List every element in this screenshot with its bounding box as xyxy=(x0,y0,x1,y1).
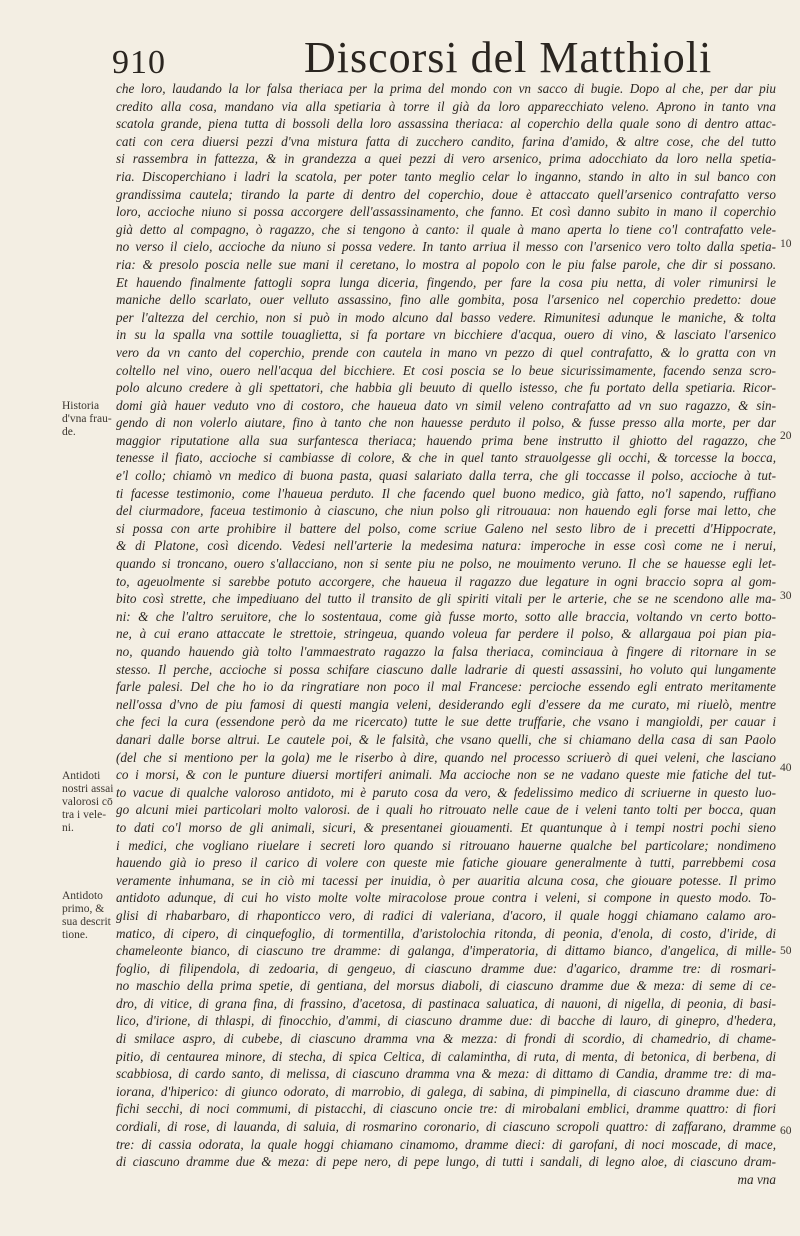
text-line: chameleonte bianco, di ciascuno tre dramme: di galanga, d'imperatoria, di dittamo bianco, d'angelica, di mille- xyxy=(116,943,776,959)
text-line: pitio, di centaurea minore, di stecha, di spica Celtica, di calamintha, di ruta, di menta, di betonica, di berbena, di xyxy=(116,1048,776,1064)
text-line: no, quando hauendo già tolto l'ammaestrato ragazzo la falsa theriaca, cominciaua à fingere di ritornare in se xyxy=(116,644,776,659)
text-line: di ciascuno dramme due & meza: di pepe nero, di pepe lungo, di tutti i sandali, di legno aloe, di ciascuno dram- xyxy=(116,1154,776,1170)
text-line: tre: di cassia odorata, la quale hoggi chiamano cinamomo, dramme dieci: di garofani, di noci moscade, di mace, xyxy=(116,1136,776,1152)
text-line: maggior riputatione alla sua surfantesca theriaca; hauendo prima bene instrutto il ghiotto del ragazzo, che xyxy=(116,432,776,448)
line-number-40: 40 xyxy=(780,762,792,774)
main-text xyxy=(116,80,776,1188)
text-line: quando si troncano, ouero s'allacciano, non si sente piu ne polso, ne mouimento veruno. Il che se hauesse egli let- xyxy=(116,556,776,572)
text-line: dro, di vitice, di grana fina, di frassino, d'acetosa, di pastinaca saluatica, di nauoni, di nigella, di peonia, di basi- xyxy=(116,995,776,1011)
margin-note-line: valorosi cō xyxy=(62,796,113,808)
margin-note-line: Historia xyxy=(62,400,100,412)
text-line: hauendo già io preso il carico di volere con queste mie fatiche giouare generalmente à tutti, parrebbemi cosa xyxy=(116,855,776,871)
margin-note-line: ni. xyxy=(62,822,74,834)
text-line: to vacue di qualche valoroso antidoto, mi è paruto cosa da vero, & fedelissimo medico di scriuerne in questo luo- xyxy=(116,784,776,800)
line-number-50: 50 xyxy=(780,945,792,957)
text-line: danari dalle borse altrui. Le cautele poi, & le falsità, che vsano quelli, che si chiamano della casa di san Paolo xyxy=(116,731,776,747)
text-line: veramente inhumana, se in ciò mi tacessi per inuidia, ò per auaritia alcuna cosa, che giouare potesse. Il primo xyxy=(116,872,776,888)
text-line: no verso il cielo, accioche da niuno si possa vedere. In tanto arriua il messo con l'arsenico vero tolto dalla spetia- xyxy=(116,239,776,255)
text-line: in su la spalla vna sottile touaglietta, si fa portare vn bicchiere d'acqua, ouero di vino, & lasciato l'arsenico xyxy=(116,327,776,343)
text-line: scabbiosa, di cardo santo, di melissa, di ciascuno dramma vna & meza: di dittamo di Candia, dramme tre: di ma- xyxy=(116,1066,776,1082)
text-line: iorana, d'hiperico: di giunco odorato, di marrobio, di galega, di sabina, di pimpinella, di ciascuno dramme due: di xyxy=(116,1083,776,1099)
text-line: stesso. Il perche, accioche si possa schifare ciascuno dalle ladrarie di questi assassini, ho voluto qui lungamente xyxy=(116,661,776,677)
text-line: farle palesi. Del che ho io da ringratiare non poco il mal Francese: percioche essendo egli entrato meritamente xyxy=(116,679,776,695)
text-line: cordiali, di rose, di lauanda, di saluia, di rosmarino coronario, di ciascuno scropoli quattro: di zaffarano, dramme xyxy=(116,1119,776,1135)
text-line: lico, d'irione, di thlaspi, di finocchio, d'ammi, di ciascuno dramme due: di bacche di lauro, di ginepro, d'hedera, xyxy=(116,1013,776,1029)
line-number-10: 10 xyxy=(780,238,792,250)
text-line: ria. Discoperchiano i ladri la scatola, per poter tanto meglio celar lo inganno, stando in alto in sul banco con xyxy=(116,168,776,184)
margin-note-line: d'vna frau- xyxy=(62,413,112,425)
text-line: si possa con arte prohibire il battere del polso, come scriue Galeno nel sesto libro de i precetti d'Hippocrate, xyxy=(116,520,776,536)
text-line: già detto al compagno, ò ragazzo, che si tengono à canto: il quale à mano aperta lo tiene co'l contrafatto vele- xyxy=(116,221,776,237)
text-line: no maschio della prima spetie, di gentiana, del morsus diaboli, di ciascuno dramme due & meza: di seme di ce- xyxy=(116,978,776,994)
text-line: antidoto adunque, di cui ho visto molte volte miracolose proue contra i veleni, si compone in questo modo. To- xyxy=(116,890,776,906)
text-line: ria: & presolo poscia nelle sue mani il ceretano, lo mostra al popolo con le piu false parole, che dir si possano. xyxy=(116,256,776,272)
margin-note-line: nostri assai xyxy=(62,783,114,795)
text-line: go alcuni miei particolari molto valorosi. de i quali ho ritrouato nelle caue de i veleni tanto tolti per bocca, quan xyxy=(116,802,776,818)
text-line: polo alcuno credere à gli spettatori, che habbia gli beuuto di quello istesso, che fu portato della spetiaria. Ricor- xyxy=(116,380,776,396)
text-line: bito così strette, che impediuano del tutto il transito de gli spiriti vitali per le arterie, che se ne scendono alle ma- xyxy=(116,591,776,607)
text-line: si rassembra in fattezza, & in grandezza a quei pezzi di vero arsenico, prima adocchiato da loro nella spetia- xyxy=(116,151,776,167)
text-line: fichi secchi, di noci commumi, di pistacchi, di ciascuno oncie tre: di mirobalani emblici, dramme quattro: di fiori xyxy=(116,1101,776,1117)
text-line: Et hauendo finalmente fattogli sopra lunga diceria, fingendo, per fare la cosa piu netta, di voler rimunirsi le xyxy=(116,274,776,290)
margin-note-antidoto-primo xyxy=(62,890,111,942)
page-number: 910 xyxy=(112,44,166,81)
text-line: (del che si mentiono per la gola) me le riserbo à dire, quando nel processo scriuerò di quei veleni, che lasciano xyxy=(116,749,776,765)
text-line: loro, accioche niuno si possa accorgere dell'assassinamento, che fanno. Et così danno subito in mano il coperchio xyxy=(116,204,776,220)
text-line: to dati co'l morso de gli animali, sicuri, & presentanei giouamenti. Et quantunque à i tempi nostri pochi sieno xyxy=(116,819,776,835)
margin-note-line: primo, & xyxy=(62,903,105,915)
line-number-30: 30 xyxy=(780,590,792,602)
text-line: tenesse il fiato, accioche si cambiasse di colore, & che in quel tanto strauolgesse gli occhi, & torcesse la bocca, xyxy=(116,450,776,466)
text-line: domi già hauer veduto vno di costoro, che haueua dato vn simil veleno contrafatto ad vn suo ragazzo, & sin- xyxy=(116,397,776,413)
text-line: credito alla cosa, mandano via alla spetiaria à torre il già da loro apparecchiato veleno. Aprono in tanto vna xyxy=(116,98,776,114)
text-line: per l'altezza del cerchio, non si può in modo alcuno dal basso vedere. Rimunitesi adunque le maniche, & tolta xyxy=(116,309,776,325)
text-line: cati con cera diuersi pezzi d'vna mistura fatta di zucchero candito, farina d'amido, & altre cose, che del tutto xyxy=(116,133,776,149)
margin-note-line: tione. xyxy=(62,929,88,941)
text-line: coltello nel vino, ouero nell'acqua del bicchiere. Et cosi poscia se lo beue sicurissimamente, facendo senza scro- xyxy=(116,362,776,378)
line-number-60: 60 xyxy=(780,1125,792,1137)
margin-note-line: de. xyxy=(62,426,76,438)
margin-note-line: Antidoti xyxy=(62,770,101,782)
margin-note-line: tra i vele- xyxy=(62,809,107,821)
text-line: che feci la cura (essendone però da me ricercato) tutte le sue dette truffarie, che vsano i mangioldi, per cauar i xyxy=(116,714,776,730)
text-line: e'l collo; chiamò vn medico di buona pasta, quasi salariato dalla terra, che gli toccasse il polso, accioche à tut- xyxy=(116,468,776,484)
text-line: to, ageuolmente si sarebbe potuto accorgere, che haueua il ragazzo due legature in ogni braccio sopra al gom- xyxy=(116,573,776,589)
running-title: Discorsi del Matthioli xyxy=(304,33,713,82)
margin-note-antidoti xyxy=(62,770,113,835)
text-line: matico, di cipero, di cinquefoglio, di tormentilla, d'aristolochia ritonda, di peonia, d'enola, di costo, d'iride, di xyxy=(116,925,776,941)
text-line: ni: & che l'altro seruitore, che lo sostentaua, come già fusse morto, sotto alle braccia, voltando vn certo botto- xyxy=(116,608,776,624)
text-line: scatola grande, piena tutta di bossoli della loro assassina theriaca: al coperchio della quale sono di dentro attac- xyxy=(116,116,776,132)
text-line: vero da vn canto del coperchio, prende con cautela in mano vn pezzo di quel contrafatto, & lo gratta con vn xyxy=(116,344,776,360)
text-line: di smilace aspro, di cubebe, di ciascuno dramma vna & mezza: di frondi di scordio, di chamedrio, di chame- xyxy=(116,1031,776,1047)
text-line: foglio, di filipendola, di zedoaria, di gengeuo, di ciascuno dramme due: d'agarico, dramme tre: di rosmari- xyxy=(116,960,776,976)
text-line: ti facesse testimonio, come l'haueua perduto. Il che facendo quel buono medico, già fatto, no'l sapendo, ruffiano xyxy=(116,485,776,501)
text-line: i medici, che vogliano riuelare i secreti loro quando si ritrouano hauerne qualche bel particolare; nondimeno xyxy=(116,837,776,853)
text-line: ne, à cui erano attaccate le strettoie, stringeua, quando voleua far perdere il polso, & allargaua poi pian pia- xyxy=(116,626,776,642)
margin-note-line: sua descrit xyxy=(62,916,111,928)
text-line: co i morsi, & con le punture diuersi mortiferi animali. Ma accioche non se ne vadano queste mie fatiche del tut- xyxy=(116,767,776,783)
margin-note-historia xyxy=(62,400,112,439)
text-line: grandissima cautela; tirando la parte di dentro del coperchio, doue è attaccato quell'arsenico contrafatto verso xyxy=(116,186,776,202)
text-line: gendo di non volerlo aiutare, fino à tanto che non hauesse perduto il polso, & fusse presso alla morte, per dar xyxy=(116,415,776,431)
text-line: glisi di rhabarbaro, di rhaponticco vero, di radici di valeriana, d'acoro, il quale hoggi chiamano calamo aro- xyxy=(116,907,776,923)
text-line: nell'ossa d'vno de piu famosi di questi mangia veleni, desiderando egli d'essere da me curato, mi riuelò, mentre xyxy=(116,696,776,712)
text-line: che loro, laudando la lor falsa theriaca per la prima del mondo con vn sacco di bugie. Dopo al che, per dar piu xyxy=(116,81,776,96)
text-line: & di Platone, così dicendo. Vedesi nell'arterie la medesima natura: imperoche in esse così come ne i nerui, xyxy=(116,538,776,554)
line-number-20: 20 xyxy=(780,430,792,442)
margin-note-line: Antidoto xyxy=(62,890,103,902)
text-line: maniche dello scarlato, ouer velluto assassino, fino alle gombita, posa l'arsenico nel coperchio predetto: doue xyxy=(116,292,776,308)
text-line: del ciurmadore, faceua testimonio à ciascuno, che niun polso gli ritrouaua: non hauendo egli forse mai letto, che xyxy=(116,503,776,519)
text-line: ma vna xyxy=(737,1171,776,1187)
